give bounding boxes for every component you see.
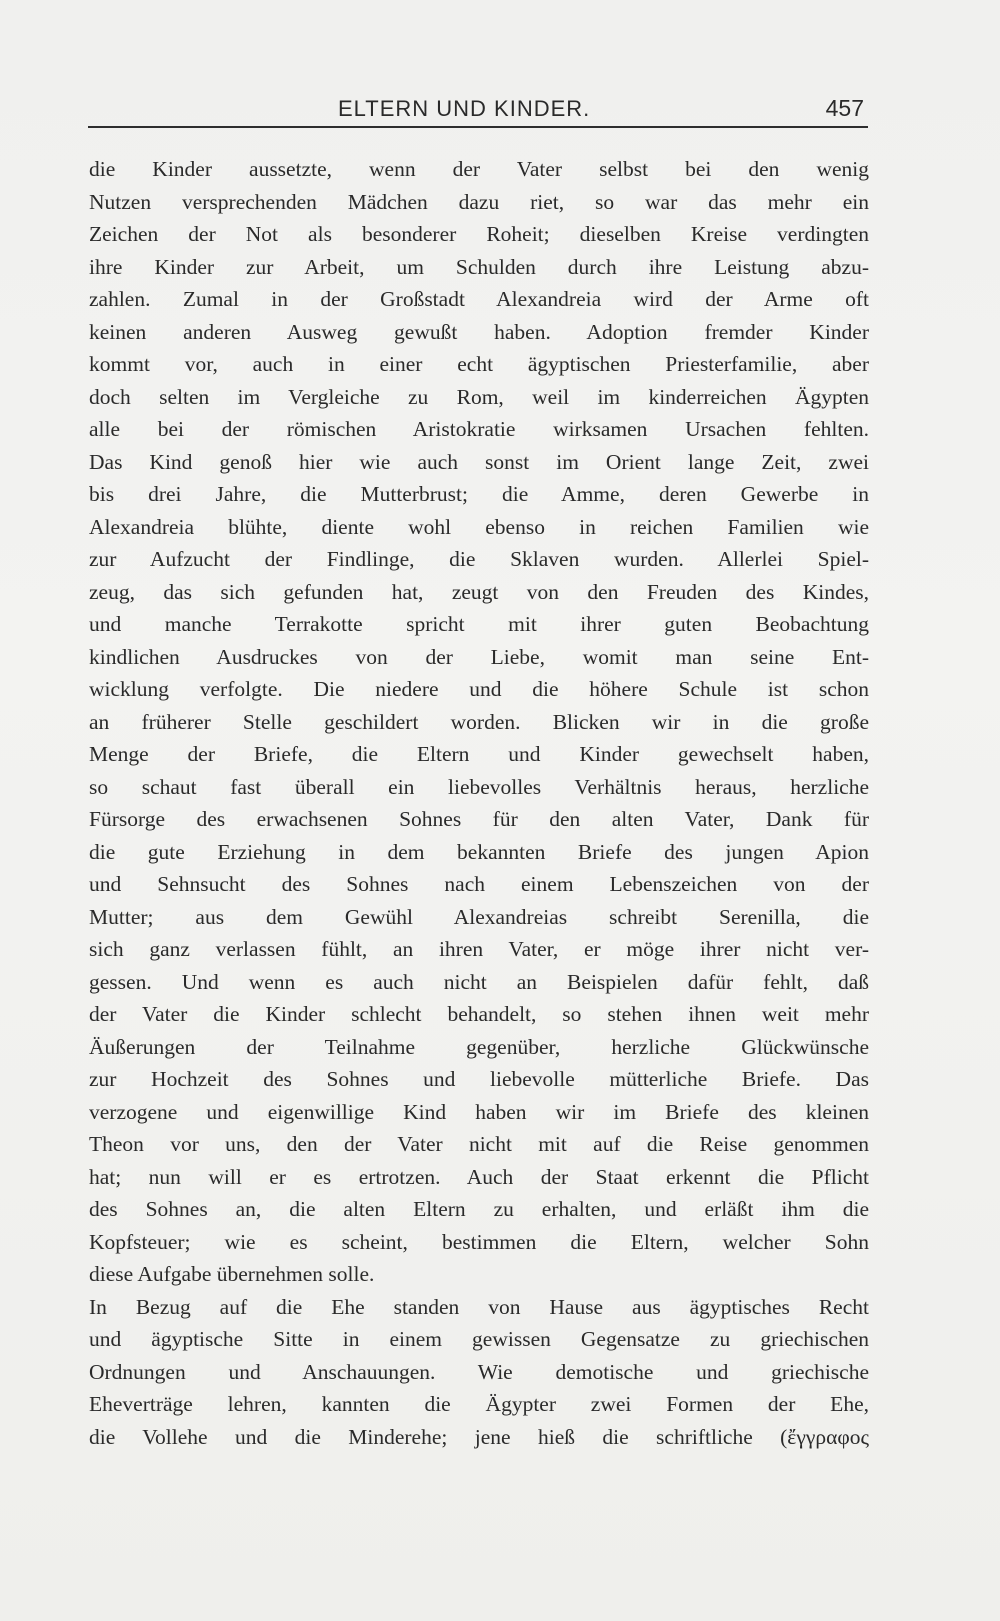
text-line: sich ganz verlassen fühlt, an ihren Vater, er möge ihrer nicht ver-: [89, 937, 869, 961]
text-line: der Vater die Kinder schlecht behandelt, so stehen ihnen weit mehr: [89, 1002, 869, 1026]
text-line: In Bezug auf die Ehe standen von Hause aus ägyptisches Recht: [89, 1294, 869, 1319]
text-line: und manche Terrakotte spricht mit ihrer guten Beobachtung: [89, 612, 869, 636]
text-line: die gute Erziehung in dem bekannten Briefe des jungen Apion: [89, 839, 869, 864]
text-line: Alexandreia blühte, diente wohl ebenso in reichen Familien wie: [89, 514, 869, 539]
text-line: gessen. Und wenn es auch nicht an Beispielen dafür fehlt, daß: [89, 969, 869, 994]
text-line: Äußerungen der Teilnahme gegenüber, herzliche Glückwünsche: [89, 1034, 869, 1059]
text-line: bis drei Jahre, die Mutterbrust; die Amme, deren Gewerbe in: [89, 482, 869, 506]
text-line: verzogene und eigenwillige Kind haben wir im Briefe des kleinen: [89, 1099, 869, 1124]
paragraph-end-line: diese Aufgabe übernehmen solle.: [89, 1262, 375, 1286]
text-line: Das Kind genoß hier wie auch sonst im Orient lange Zeit, zwei: [89, 449, 869, 474]
text-line: Mutter; aus dem Gewühl Alexandreias schreibt Serenilla, die: [89, 904, 869, 929]
text-line: Theon vor uns, den der Vater nicht mit auf die Reise genommen: [89, 1132, 869, 1156]
text-line: keinen anderen Ausweg gewußt haben. Adoption fremder Kinder: [89, 319, 869, 344]
text-line: so schaut fast überall ein liebevolles Verhältnis heraus, herzliche: [89, 774, 869, 799]
text-line: doch selten im Vergleiche zu Rom, weil im kinderreichen Ägypten: [89, 384, 869, 409]
text-line: Fürsorge des erwachsenen Sohnes für den alten Vater, Dank für: [89, 807, 869, 831]
text-line: Eheverträge lehren, kannten die Ägypter zwei Formen der Ehe,: [89, 1392, 869, 1416]
text-line: Ordnungen und Anschauungen. Wie demotische und griechische: [89, 1359, 869, 1384]
text-line: und ägyptische Sitte in einem gewissen Gegensatze zu griechischen: [89, 1327, 869, 1351]
text-line: Kopfsteuer; wie es scheint, bestimmen die Eltern, welcher Sohn: [89, 1229, 869, 1254]
text-line: Zeichen der Not als besonderer Roheit; dieselben Kreise verdingten: [89, 222, 869, 246]
text-line: zur Aufzucht der Findlinge, die Sklaven wurden. Allerlei Spiel-: [89, 547, 869, 571]
text-line: Menge der Briefe, die Eltern und Kinder gewechselt haben,: [89, 742, 869, 766]
body-text: [89, 153, 869, 1453]
text-line: Nutzen versprechenden Mädchen dazu riet, so war das mehr ein: [89, 189, 869, 214]
page-number: 457: [825, 95, 864, 121]
text-line: ihre Kinder zur Arbeit, um Schulden durch ihre Leistung abzu-: [89, 254, 869, 279]
text-line: und Sehnsucht des Sohnes nach einem Lebenszeichen von der: [89, 872, 869, 896]
text-line: kommt vor, auch in einer echt ägyptischen Priesterfamilie, aber: [89, 352, 869, 376]
text-line: an früherer Stelle geschildert worden. Blicken wir in die große: [89, 709, 869, 734]
text-line: zahlen. Zumal in der Großstadt Alexandreia wird der Arme oft: [89, 287, 869, 311]
text-line: zur Hochzeit des Sohnes und liebevolle mütterliche Briefe. Das: [89, 1067, 869, 1091]
text-line: alle bei der römischen Aristokratie wirksamen Ursachen fehlten.: [89, 417, 869, 441]
text-line: die Vollehe und die Minderehe; jene hieß die schriftliche (ἔγγραφος: [89, 1424, 869, 1449]
text-line: hat; nun will er es ertrotzen. Auch der Staat erkennt die Pflicht: [89, 1164, 869, 1189]
text-line: zeug, das sich gefunden hat, zeugt von den Freuden des Kindes,: [89, 579, 869, 604]
text-line: die Kinder aussetzte, wenn der Vater selbst bei den wenig: [89, 157, 869, 181]
running-header: [88, 94, 868, 128]
running-title: ELTERN UND KINDER.: [338, 96, 591, 121]
text-line: kindlichen Ausdruckes von der Liebe, womit man seine Ent-: [89, 644, 869, 669]
text-line: des Sohnes an, die alten Eltern zu erhalten, und erläßt ihm die: [89, 1197, 869, 1221]
text-line: wicklung verfolgte. Die niedere und die höhere Schule ist schon: [89, 677, 869, 701]
